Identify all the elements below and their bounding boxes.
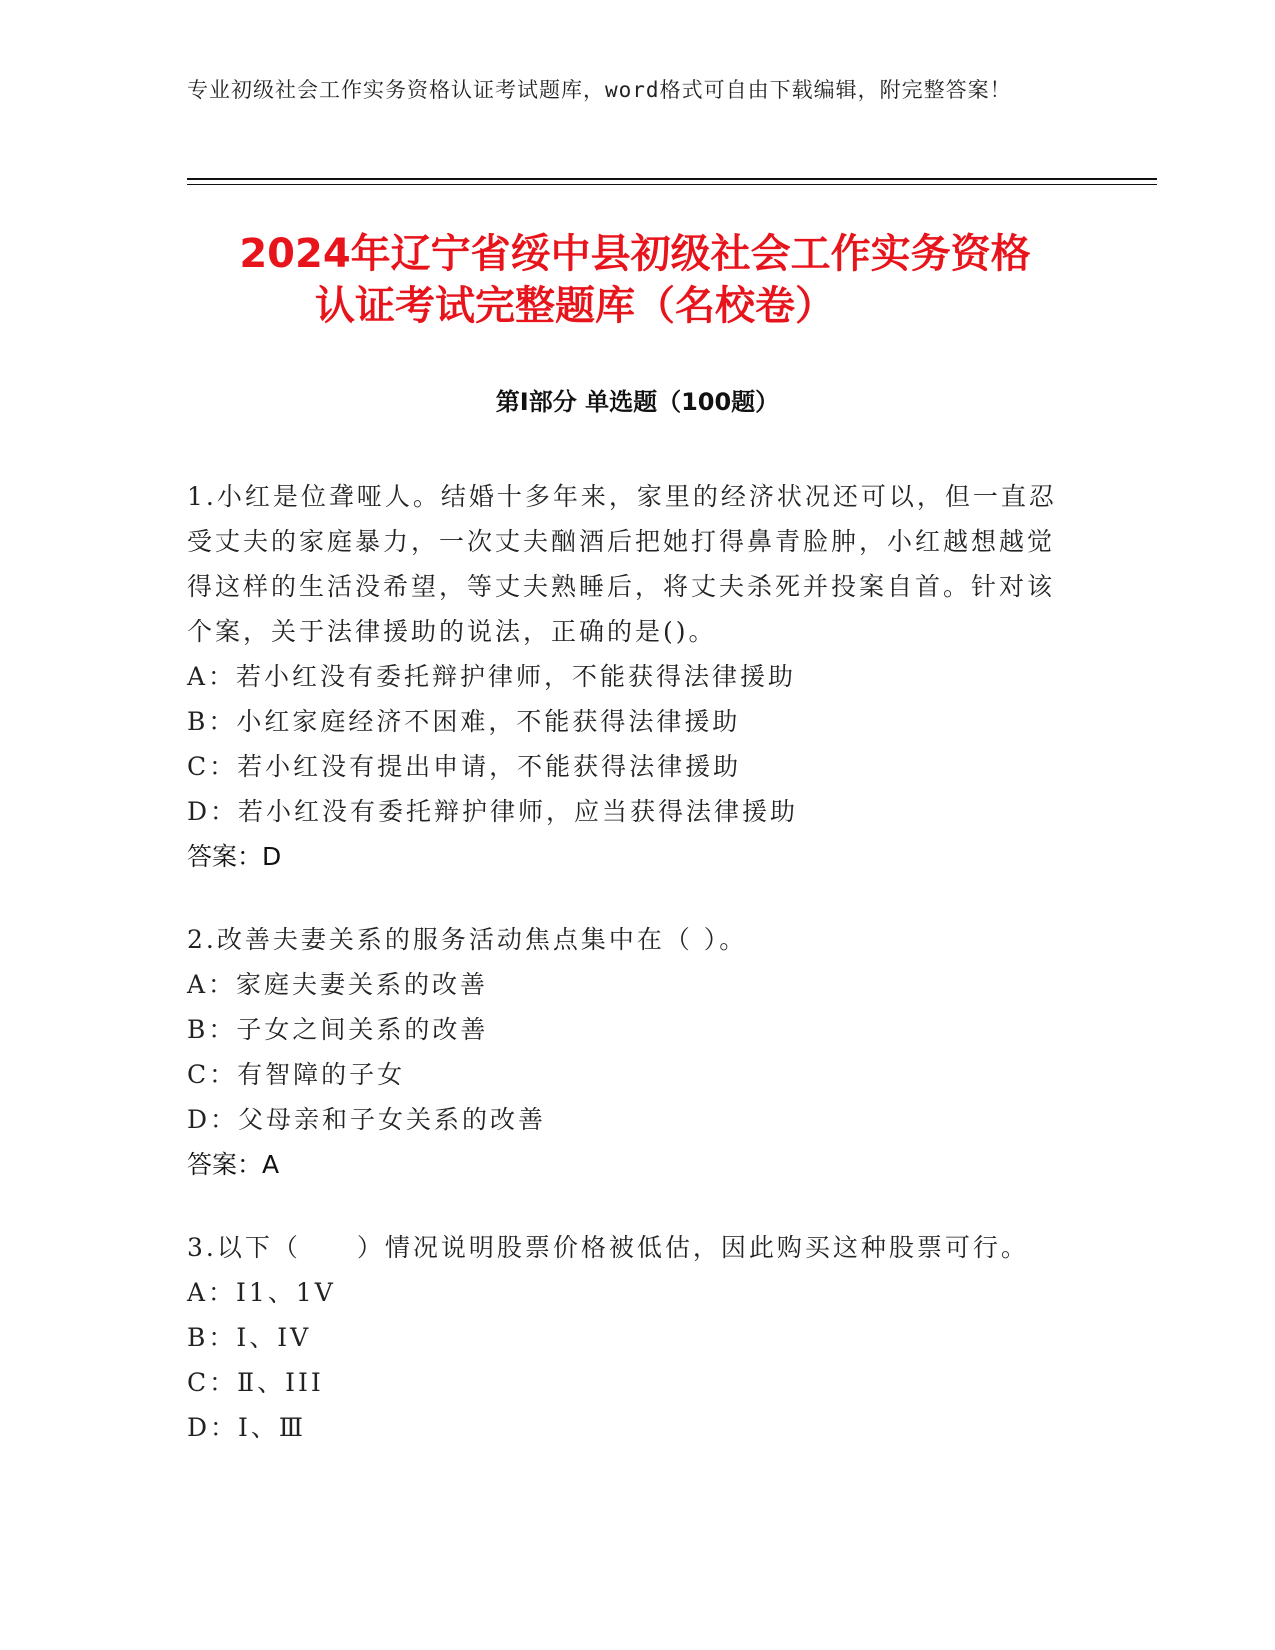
answer-line: 答案：A: [187, 1150, 280, 1179]
option-d: D：若小红没有委托辩护律师，应当获得法律援助: [187, 797, 799, 826]
question-list: [187, 474, 1077, 1488]
question-stem: 1.小红是位聋哑人。结婚十多年来，家里的经济状况还可以，但一直忍受丈夫的家庭暴力，一次丈夫酗酒后把她打得鼻青脸肿，小红越想越觉得这样的生活没希望，等丈夫熟睡后，将丈夫杀死并投案自首。针对该个案，关于法律援助的说法，正确的是()。: [187, 482, 1057, 646]
answer-line: 答案：D: [187, 842, 282, 871]
option-a: A：I1、1V: [187, 1278, 336, 1307]
title-line-2: 认证考试完整题库（名校卷）: [315, 283, 835, 329]
section-heading: 第I部分 单选题（100题）: [495, 388, 780, 416]
header-divider-thick: [187, 178, 1157, 180]
page-header-note: 专业初级社会工作实务资格认证考试题库，word格式可自由下载编辑，附完整答案！: [187, 78, 1012, 102]
option-a: A：家庭夫妻关系的改善: [187, 970, 489, 999]
title-line-1: 2024年辽宁省绥中县初级社会工作实务资格: [239, 231, 1031, 277]
question-1: [187, 474, 1077, 879]
option-b: B：子女之间关系的改善: [187, 1015, 489, 1044]
header-divider-thin: [187, 184, 1157, 185]
option-b: B：I、IV: [187, 1323, 312, 1352]
question-stem: 2.改善夫妻关系的服务活动焦点集中在（ ）。: [187, 925, 748, 954]
option-c: C：有智障的子女: [187, 1060, 406, 1089]
question-3: [187, 1225, 1077, 1450]
document-title: [150, 228, 1120, 332]
option-b: B：小红家庭经济不困难，不能获得法律援助: [187, 707, 741, 736]
option-d: D：父母亲和子女关系的改善: [187, 1105, 547, 1134]
question-stem: 3.以下（ ）情况说明股票价格被低估，因此购买这种股票可行。: [187, 1233, 1029, 1262]
option-c: C：Ⅱ、III: [187, 1368, 324, 1397]
option-c: C：若小红没有提出申请，不能获得法律援助: [187, 752, 742, 781]
option-d: D：I、Ⅲ: [187, 1413, 307, 1442]
option-a: A：若小红没有委托辩护律师，不能获得法律援助: [187, 662, 797, 691]
question-2: [187, 917, 1077, 1187]
